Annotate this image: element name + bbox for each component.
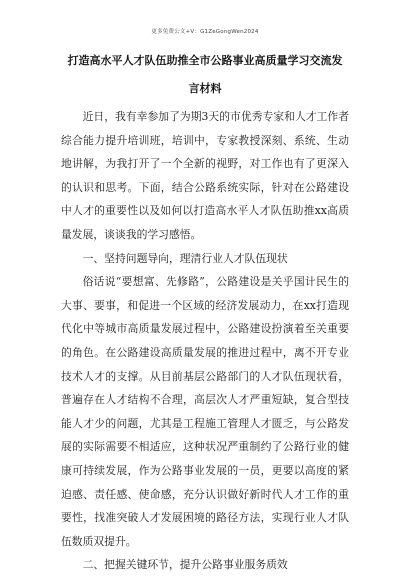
title-line-1: 打造高水平人才队伍助推全市公路事业高质量学习交流发 <box>67 54 343 67</box>
title-line-2: 言材料 <box>188 82 222 95</box>
document-title <box>60 47 350 103</box>
section-heading-2: 二、把握关键环节，提升公路事业服务质效 <box>82 558 288 572</box>
header-note: 更多免费公文+V：G1ZeGongWen2024 <box>151 29 259 35</box>
intro-paragraph: 近日，我有幸参加了为期3天的市优秀专家和人才工作者综合能力提升培训班，培训中，专家教授深刻、系统、生动地讲解，为我打开了一个全新的视野，对工作也有了更深入的认识和思考。下面，结合公路系统实际，针对在公路建设中人才的重要性以及如何以打造高水平人才队伍助推xx高质量发展，谈谈我的学习感悟。 <box>61 110 349 241</box>
section-1-paragraph: 俗话说“要想富、先修路”，公路建设是关乎国计民生的大事、要事，和促进一个区域的经济发展动力，在xx打造现代化中等城市高质量发展过程中，公路建设扮演着至关重要的角色。在公路建设高质量发展的推进过程中，离不开专业技术人才的支撑。从目前基层公路部门的人才队伍现状看，普遍存在人才结构不合理，高层次人才严重短缺，复合型技能人才少的问题，尤其是工程施工管理人才匮乏，与公路发展的实际需要不相适应，这种状况严重制约了公路行业的健康可持续发展，作为公路事业发展的一员，更要以高度的紧迫感、责任感、使命感，充分认识做好新时代人才工作的重要性，找准突破人才发展困境的路径方法，实现行业人才队伍数质双提升。 <box>61 275 349 548</box>
document-body <box>61 105 349 577</box>
section-heading-1: 一、坚持问题导向，理清行业人才队伍现状 <box>82 251 288 265</box>
